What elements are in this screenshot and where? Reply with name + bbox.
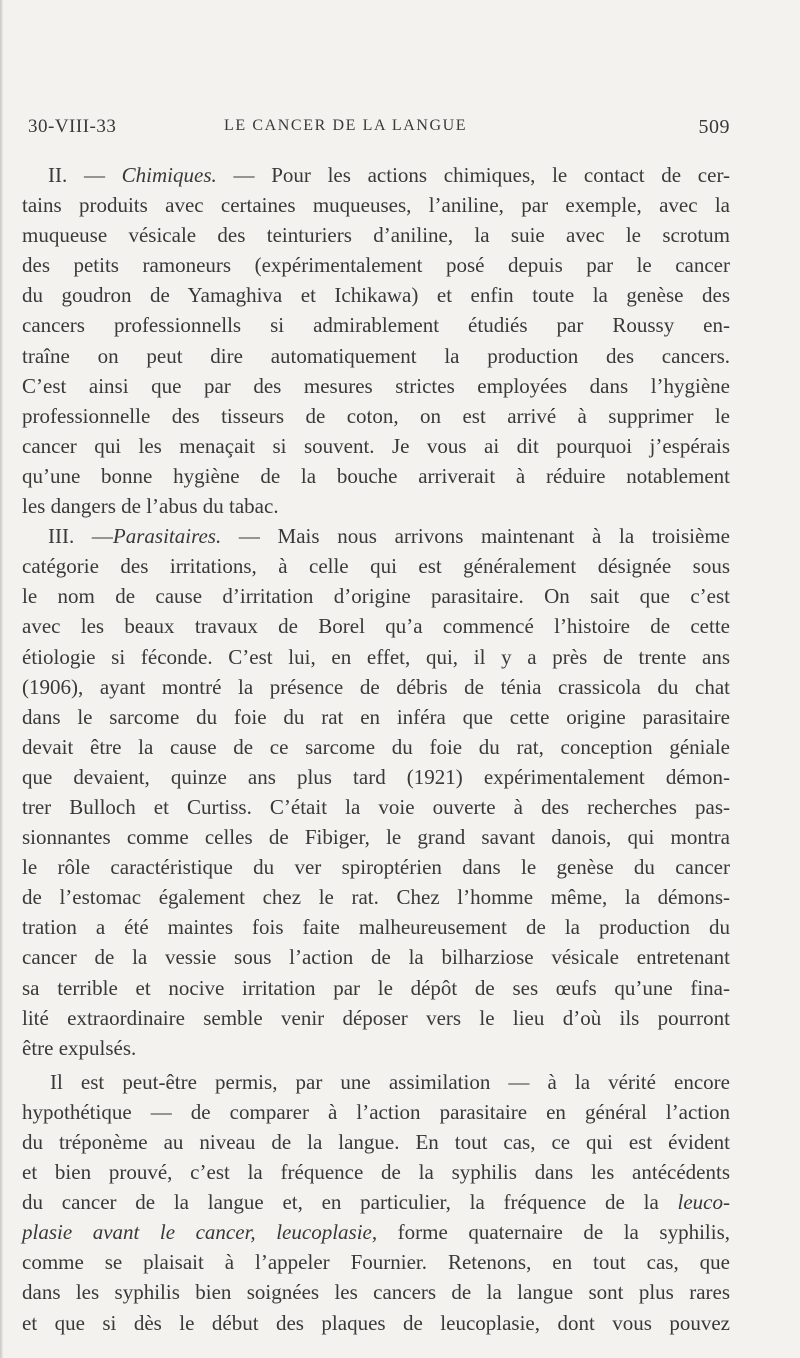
text-line: des petits ramoneurs (expérimentalement posé depuis par le cancer	[22, 253, 730, 278]
section-number: III. —	[48, 524, 113, 549]
text-line: — Mais nous arrivons maintenant à la troisième	[238, 524, 730, 549]
text-line: dans le sarcome du foie du rat en inféra que cette origine parasitaire	[22, 704, 730, 729]
text-line: sa terrible et nocive irritation par le dépôt de ses œufs qu’une fina-	[22, 975, 730, 1000]
section-chimiques	[22, 160, 730, 521]
text-line: tration a été maintes fois faite malheureusement de la production du	[22, 915, 730, 940]
running-head	[28, 116, 730, 140]
text-line: (1906), ayant montré la présence de débris de ténia crassicola du chat	[22, 674, 730, 699]
text-line: cancers professionnells si admirablement étudiés par Roussy en-	[22, 313, 730, 338]
running-head-title: LE CANCER DE LA LANGUE	[224, 117, 468, 134]
text-line: cancer de la vessie sous l’action de la bilharziose vésicale entretenant	[22, 945, 730, 970]
section-parasitaires	[22, 521, 730, 1063]
text-line: étiologie si féconde. C’est lui, en effet, qui, il y a près de trente ans	[22, 644, 730, 669]
text-line: — Pour les actions chimiques, le contact de cer-	[233, 163, 731, 187]
section-heading: Chimiques.	[121, 163, 217, 187]
text-line: C’est ainsi que par des mesures strictes employées dans l’hygiène	[22, 373, 730, 398]
section-heading: Parasitaires.	[112, 524, 222, 549]
text-line: sionnantes comme celles de Fibiger, le grand savant danois, qui montra	[22, 825, 730, 850]
text-line: être expulsés.	[22, 1035, 137, 1060]
section-heading-line	[22, 521, 730, 551]
running-head-date: 30-VIII-33	[28, 116, 117, 137]
text-line: de l’estomac également chez le rat. Chez l’homme même, la démons-	[22, 885, 730, 910]
text-line: que devaient, quinze ans plus tard (1921) expérimentalement démon-	[22, 764, 730, 789]
page-body	[22, 160, 730, 1338]
text-line: les dangers de l’abus du tabac.	[22, 494, 279, 519]
text-line: et que si dès le début des plaques de leucoplasie, dont vous pouvez	[22, 1310, 730, 1335]
text-line: cancer qui les menaçait si souvent. Je vous ai dit pourquoi j’espérais	[22, 433, 730, 458]
text-line: traîne on peut dire automatiquement la production des cancers.	[22, 343, 730, 368]
text-line: du goudron de Yamaghiva et Ichikawa) et enfin toute la genèse des	[22, 283, 730, 308]
text-line: comme se plaisait à l’appeler Fournier. Retenons, en tout cas, que	[22, 1250, 730, 1275]
text-line: du cancer de la langue et, en particulier, la fréquence de la	[22, 1190, 659, 1215]
text-line-with-emphasis	[22, 1187, 730, 1217]
text-line: le nom de cause d’irritation d’origine parasitaire. On sait que c’est	[22, 584, 730, 609]
text-line-with-emphasis	[22, 1217, 730, 1247]
text-line: le rôle caractéristique du ver spiroptérien dans le genèse du cancer	[22, 855, 730, 880]
text-line: professionnelle des tisseurs de coton, on est arrivé à supprimer le	[22, 403, 730, 428]
text-line: tains produits avec certaines muqueuses, l’aniline, par exemple, avec la	[22, 193, 730, 218]
text-line: Il est peut-être permis, par une assimilation — à la vérité encore	[50, 1069, 730, 1094]
text-line: lité extraordinaire semble venir déposer vers le lieu d’où ils pourront	[22, 1005, 730, 1030]
paragraph-treponeme	[22, 1067, 730, 1338]
emphasis-term: plasie avant le cancer, leucoplasie,	[22, 1220, 378, 1245]
text-line: muqueuse vésicale des teinturiers d’aniline, la suie avec le scrotum	[22, 223, 730, 248]
text-line: avec les beaux travaux de Borel qu’a commencé l’histoire de cette	[22, 614, 730, 639]
text-line: dans les syphilis bien soignées les cancers de la langue sont plus rares	[22, 1280, 730, 1305]
page-binding-edge	[0, 0, 3, 1358]
text-line: du tréponème au niveau de la langue. En tout cas, ce qui est évident	[22, 1130, 730, 1154]
section-number: II. —	[48, 163, 105, 187]
text-line: trer Bulloch et Curtiss. C’était la voie ouverte à des recherches pas-	[22, 794, 730, 819]
page-number: 509	[698, 116, 730, 138]
text-line: forme quaternaire de la syphilis,	[397, 1220, 730, 1245]
text-line: devait être la cause de ce sarcome du foie du rat, conception géniale	[22, 734, 730, 759]
section-heading-line	[22, 160, 730, 190]
text-line: et bien prouvé, c’est la fréquence de la syphilis dans les antécédents	[22, 1160, 730, 1185]
text-line: qu’une bonne hygiène de la bouche arriverait à réduire notablement	[22, 463, 730, 488]
emphasis-term: leuco-	[677, 1190, 730, 1215]
text-line: hypothétique — de comparer à l’action parasitaire en général l’action	[22, 1099, 730, 1124]
text-line: catégorie des irritations, à celle qui est généralement désignée sous	[22, 554, 730, 579]
